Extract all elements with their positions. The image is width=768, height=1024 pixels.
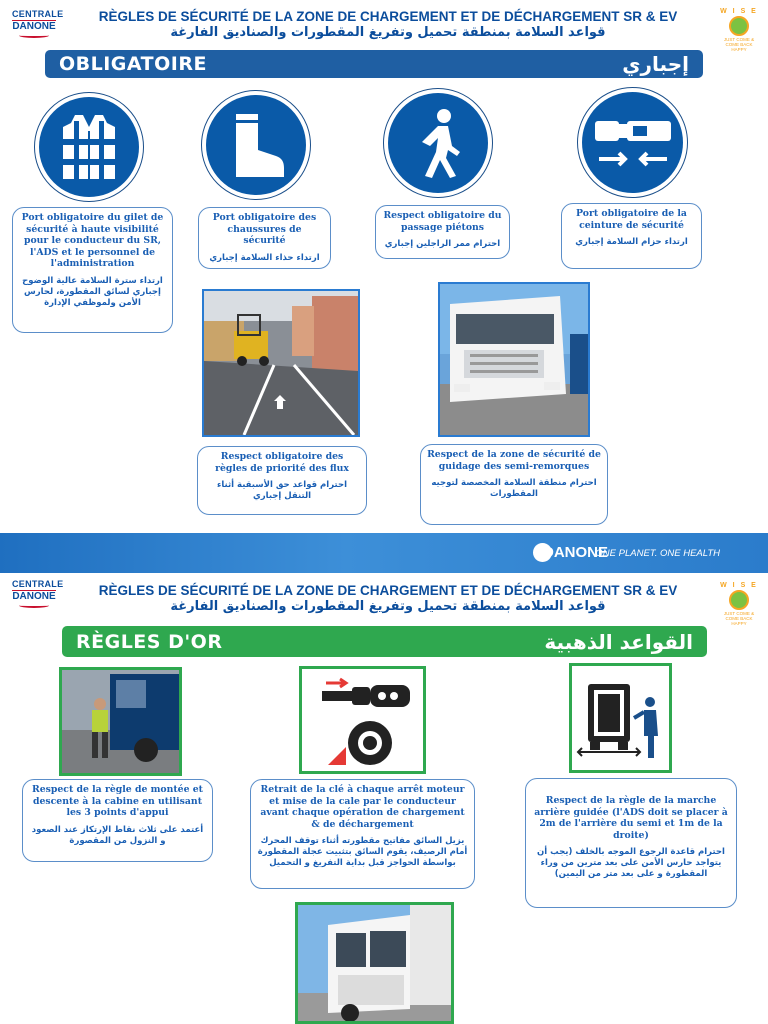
- safety-boot-icon: [224, 112, 288, 178]
- caption-guided-reversing: [525, 778, 737, 908]
- logo-line1: CENTRALE: [12, 9, 64, 19]
- logo-swoosh: [19, 33, 49, 38]
- wise-emblem-icon: [729, 16, 749, 36]
- caption-guidance-zone: [420, 444, 608, 525]
- banner-label-fr: OBLIGATOIRE: [59, 53, 207, 75]
- banner-label-ar: إجباري: [622, 52, 689, 76]
- caption-fr: Respect de la règle de montée et descente à la cabine en utilisant les 3 points d'appui: [32, 784, 203, 818]
- caption-fr: Respect obligatoire du passage piétons: [383, 210, 502, 233]
- wise-logo-2: W I S E JUST COME & COME BACK HAPPY: [720, 582, 758, 626]
- caption-ar: ارتداء سترة السلامة عالية الوضوح إجباري لسائق المقطورة، لحارس الأمن ولموظفي الإدارة: [22, 275, 163, 308]
- footer-band: [0, 533, 768, 573]
- caption-pedestrian: [375, 205, 510, 259]
- pedestrian-icon: [408, 108, 468, 178]
- icon-key-and-chock: [299, 666, 426, 774]
- photo-forklift-crossing: [202, 289, 360, 437]
- centrale-danone-logo: [12, 9, 64, 38]
- centrale-danone-logo-2: CENTRALE DANONE: [12, 580, 56, 608]
- icon-guided-reversing: [569, 663, 672, 773]
- page-title-ar-2: قواعد السلامة بمنطقة تحميل وتفريغ المقطورات والصناديق الفارغة: [170, 599, 606, 614]
- caption-ar: يزيل السائق مفاتيح مقطورته أثناء توقف المحرك أمام الرصيف، يقوم السائق بتثبيت عجلة المقطورة بواسطة الحواجز قبل بداية التفريغ و التحميل: [257, 836, 468, 868]
- caption-fr: Respect de la zone de sécurité de guidage des semi-remorques: [427, 449, 601, 472]
- caption-fr: Port obligatoire de la ceinture de sécurité: [576, 208, 687, 231]
- banner-label-fr: RÈGLES D'OR: [76, 630, 223, 653]
- caption-fr: Respect obligatoire des règles de priorité des flux: [215, 451, 349, 474]
- caption-fr: Port obligatoire du gilet de sécurité à haute visibilité pour le conducteur du SR, l'ADS et le personnel de l'administration: [21, 212, 164, 269]
- caption-ar: احترام قواعد حق الأسبقية أثناء التنقل إجباري: [216, 480, 347, 501]
- banner-label-ar: القواعد الذهبية: [544, 629, 693, 654]
- photo-cabin-climb: [59, 667, 182, 776]
- sign-seatbelt: [577, 87, 688, 198]
- sign-safety-vest: [34, 92, 144, 202]
- caption-ar: احترام منطقة السلامة المخصصة لتوجيه المقطورات: [431, 478, 597, 499]
- caption-safety-boot: [198, 207, 331, 269]
- banner-obligatoire: [45, 50, 703, 78]
- caption-fr: Respect de la règle de la marche arrière guidée (l'ADS doit se placer à 2m de l'arrière du semi et 1m de la droite): [534, 795, 728, 841]
- reversing-guide-icon: [572, 666, 669, 770]
- footer-brand: DANONE: [542, 544, 608, 561]
- page-title-fr: RÈGLES DE SÉCURITÉ DE LA ZONE DE CHARGEMENT ET DE DÉCHARGEMENT SR & EV: [98, 9, 678, 24]
- caption-fr: Retrait de la clé à chaque arrêt moteur et mise de la cale par le conducteur avant chaque opération de chargement & de déchargement: [260, 784, 465, 830]
- footer-tagline: ONE PLANET. ONE HEALTH: [595, 548, 720, 559]
- caption-key-chock: [250, 779, 475, 889]
- caption-ar: أعتمد على ثلاث نقاط الإرتكاز عند الصعود و النزول من المقصورة: [31, 824, 204, 846]
- forklift-scene-image: [204, 291, 358, 435]
- page-title-fr-2: RÈGLES DE SÉCURITÉ DE LA ZONE DE CHARGEMENT ET DE DÉCHARGEMENT SR & EV: [98, 583, 678, 598]
- photo-scania-truck: [438, 282, 590, 437]
- driver-climbing-image: [62, 670, 179, 773]
- caption-flow-priority: [197, 446, 367, 515]
- caption-fr: Port obligatoire des chaussures de sécurité: [212, 212, 317, 246]
- caption-three-points: [22, 779, 213, 862]
- sign-pedestrian: [383, 88, 493, 198]
- photo-white-truck: [295, 902, 454, 1024]
- white-truck-image: [298, 905, 451, 1024]
- caption-ar: احترام قاعدة الرجوع الموجه بالخلف (يجب أن يتواجد حارس الأمن على بعد مترين من وراء المقطورة و على بعد متر من اليمين): [537, 847, 725, 879]
- wise-logo: W I S E JUST COME & COME BACK HAPPY: [720, 8, 758, 52]
- logo-line2: DANONE: [12, 21, 56, 32]
- key-removal-icon: [302, 669, 423, 771]
- caption-ar: ارتداء حذاء السلامة إجباري: [209, 252, 320, 263]
- caption-seatbelt: [561, 203, 702, 269]
- caption-safety-vest: [12, 207, 173, 333]
- banner-regles-dor: [62, 626, 707, 657]
- caption-ar: احترام ممر الراجلين إجباري: [384, 239, 501, 249]
- page-title-ar: قواعد السلامة بمنطقة تحميل وتفريغ المقطورات والصناديق الفارغة: [170, 25, 606, 40]
- truck-front-image: [440, 284, 588, 435]
- caption-ar: ارتداء حزام السلامة إجباري: [575, 237, 688, 247]
- safety-vest-icon: [57, 113, 121, 181]
- wise-emblem-icon: [729, 590, 749, 610]
- sign-safety-boot: [201, 90, 311, 200]
- seatbelt-icon: [593, 113, 673, 173]
